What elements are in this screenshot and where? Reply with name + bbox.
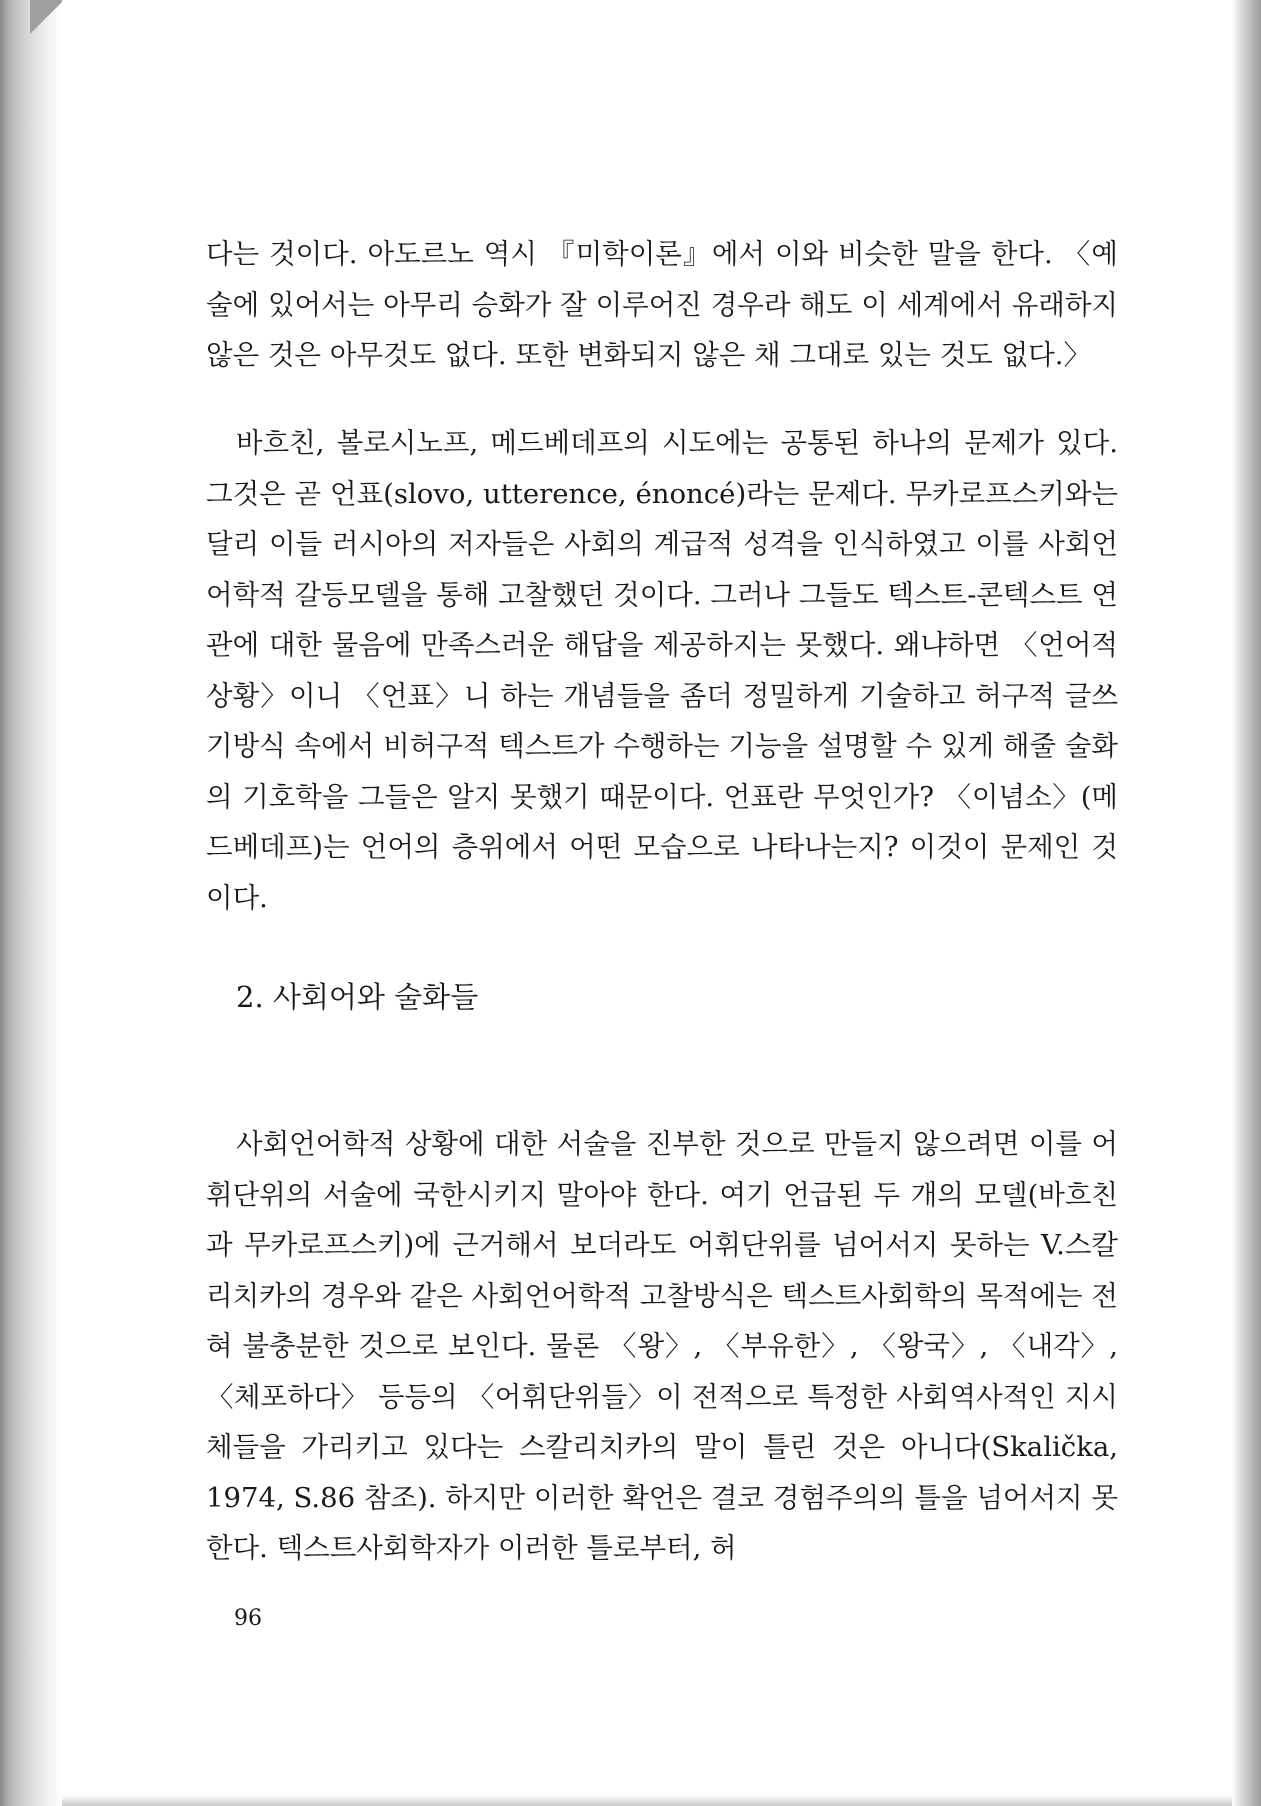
page-bottom-edge [62, 1795, 1232, 1806]
section-heading: 2. 사회어와 술화들 [236, 980, 479, 1014]
page-right-edge [1232, 0, 1261, 1806]
page-number: 96 [234, 1606, 262, 1631]
body-paragraph: 다는 것이다. 아도르노 역시 『미학이론』에서 이와 비슷한 말을 한다. 〈예술에 있어서는 아무리 승화가 잘 이루어진 경우라 해도 이 세계에서 유래하지 않은 것은 아무것도 없다. 또한 변화되지 않은 채 그대로 있는 것도 없다.〉 [206, 238, 1118, 371]
body-paragraph: 바흐친, 볼로시노프, 메드베데프의 시도에는 공통된 하나의 문제가 있다. 그것은 곧 언표(slovo, utterence, énoncé)라는 문제다. 무카로프스키와는 달리 이들 러시아의 저자들은 사회의 계급적 성격을 인식하였고 이를 사회언어학적 갈등모델을 통해 고찰했던 것이다. 그러나 그들도 텍스트-콘텍스트 연관에 대한 물음에 만족스러운 해답을 제공하지는 못했다. 왜냐하면 〈언어적 상황〉이니 〈언표〉니 하는 개념들을 좀더 정밀하게 기술하고 허구적 글쓰기방식 속에서 비허구적 텍스트가 수행하는 기능을 설명할 수 있게 해줄 술화의 기호학을 그들은 알지 못했기 때문이다. 언표란 무엇인가? 〈이념소〉(메드베데프)는 언어의 층위에서 어떤 모습으로 나타나는지? 이것이 문제인 것이다. [206, 427, 1118, 914]
body-paragraph: 사회언어학적 상황에 대한 서술을 진부한 것으로 만들지 않으려면 이를 어휘단위의 서술에 국한시키지 말아야 한다. 여기 언급된 두 개의 모델(바흐친과 무카로프스키)에 근거해서 보더라도 어휘단위를 넘어서지 못하는 V.스칼리치카의 경우와 같은 사회언어학적 고찰방식은 텍스트사회학의 목적에는 전혀 불충분한 것으로 보인다. 물론 〈왕〉, 〈부유한〉, 〈왕국〉, 〈내각〉, 〈체포하다〉 등등의 〈어휘단위들〉이 전적으로 특정한 사회역사적인 지시체들을 가리키고 있다는 스칼리치카의 말이 틀린 것은 아니다(Skalička, 1974, S.86 참조). 하지만 이러한 확언은 결코 경험주의의 틀을 넘어서지 못한다. 텍스트사회학자가 이러한 틀로부터, 허 [206, 1128, 1118, 1564]
book-spine-edge [0, 0, 62, 1806]
page-corner [30, 0, 64, 34]
